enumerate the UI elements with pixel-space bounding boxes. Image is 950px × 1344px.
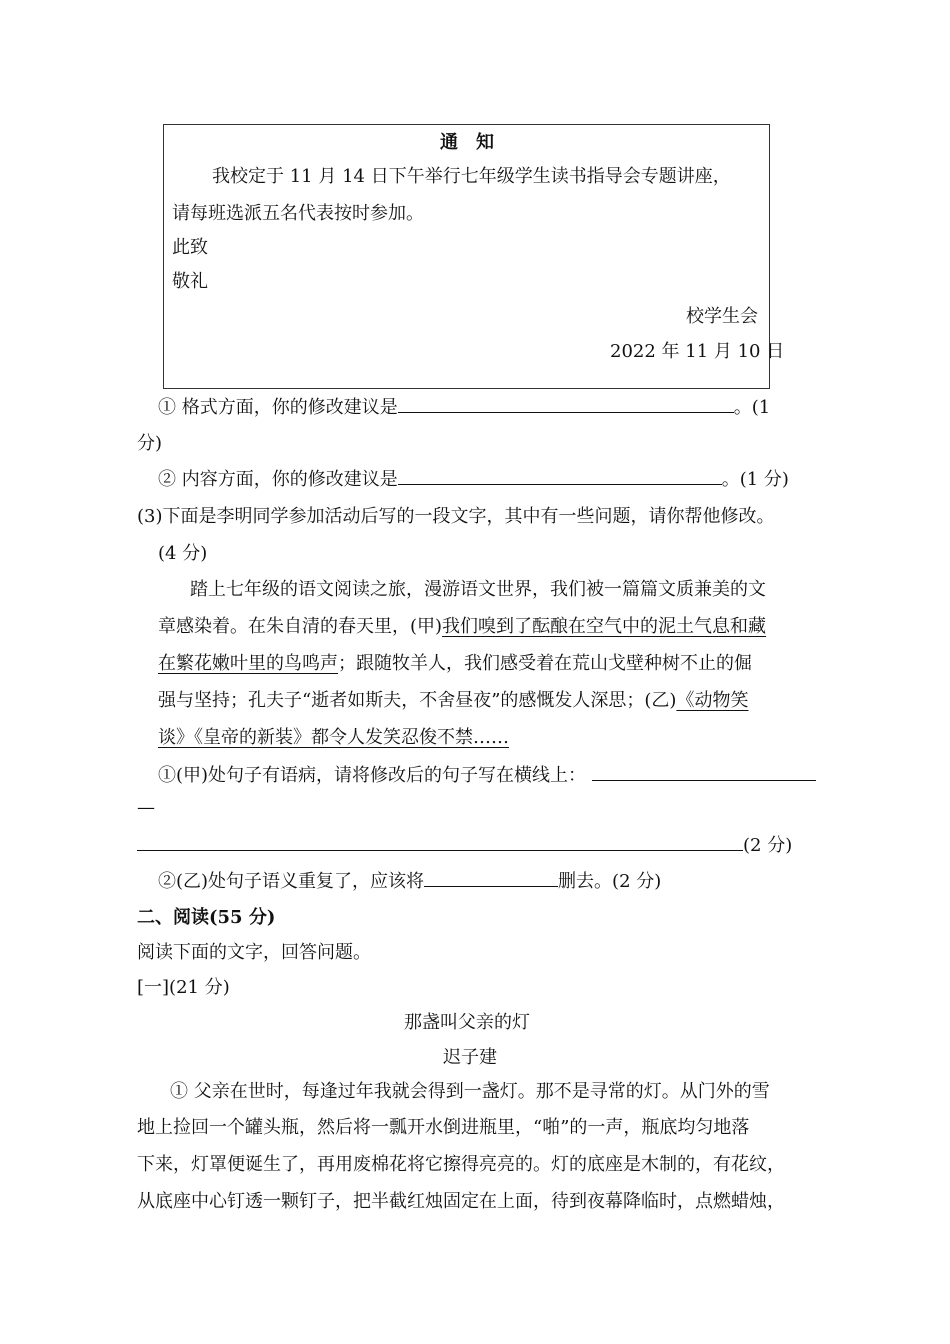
section2-instruction: 阅读下面的文字，回答问题。 xyxy=(137,942,371,963)
article-line3: 下来，灯罩便诞生了，再用废棉花将它擦得亮亮的。灯的底座是木制的，有花纹， xyxy=(137,1154,785,1175)
section2-heading: 二、阅读(55 分) xyxy=(137,907,276,928)
q3-paragraph-line1: 踏上七年级的语文阅读之旅，漫游语文世界，我们被一篇篇文质兼美的文 xyxy=(190,579,766,600)
notice-salutation1: 此致 xyxy=(172,237,208,258)
notice-signer: 校学生会 xyxy=(686,306,758,327)
q3-sub1-line2 xyxy=(137,831,792,857)
notice-title: 通 知 xyxy=(440,132,494,153)
q3-para-jia-underlined: 我们嗅到了酝酿在空气中的泥土气息和藏 xyxy=(442,616,767,637)
q3-para-jia-underlined-cont: 在繁花嫩叶里的鸟鸣声 xyxy=(158,653,338,674)
q3-sub2 xyxy=(158,867,661,893)
q3-para-line3-b: ；跟随牧羊人，我们感受着在荒山戈壁种树不止的倔 xyxy=(338,653,752,674)
q3-score: (4 分) xyxy=(158,543,208,564)
q3-paragraph-line5 xyxy=(158,723,509,749)
q3-paragraph-line3 xyxy=(158,649,752,675)
q3-sub2-prefix: ②(乙)处句子语义重复了，应该将 xyxy=(158,871,425,892)
q2-item1 xyxy=(158,393,770,419)
notice-body-line1: 我校定于 11 月 14 日下午举行七年级学生读书指导会专题讲座， xyxy=(212,166,731,187)
q3-sub2-answer-blank[interactable] xyxy=(424,868,558,887)
article-title: 那盏叫父亲的灯 xyxy=(404,1012,530,1033)
q2-item2 xyxy=(158,465,789,491)
q3-paragraph-line4 xyxy=(158,686,748,712)
q2-item2-answer-blank[interactable] xyxy=(398,466,722,485)
q3-sub2-suffix: 删去。(2 分) xyxy=(558,871,662,892)
q3-intro: (3)下面是李明同学参加活动后写的一段文字，其中有一些问题，请你帮他修改。 xyxy=(137,506,775,527)
q3-para-line4-a: 强与坚持；孔夫子“逝者如斯夫，不舍昼夜”的感慨发人深思；(乙) xyxy=(158,690,677,711)
article-author: 迟子建 xyxy=(443,1047,497,1068)
notice-date: 2022 年 11 月 10 日 xyxy=(610,341,785,362)
q2-item1-prefix: ① 格式方面，你的修改建议是 xyxy=(158,397,398,418)
article-line4: 从底座中心钉透一颗钉子，把半截红烛固定在上面，待到夜幕降临时，点燃蜡烛， xyxy=(137,1191,785,1212)
q3-sub1-answer-blank-2[interactable] xyxy=(137,832,743,851)
q2-item1-suffix: 。(1 xyxy=(733,397,771,418)
section2-part: [一](21 分) xyxy=(137,977,230,998)
q3-sub1 xyxy=(158,761,816,787)
q2-item2-prefix: ② 内容方面，你的修改建议是 xyxy=(158,469,398,490)
q3-para-line2-a: 章感染着。在朱自清的春天里，(甲) xyxy=(158,616,443,637)
notice-salutation2: 敬礼 xyxy=(172,271,208,292)
q2-item1-answer-blank[interactable] xyxy=(398,394,734,413)
q3-sub1-score: (2 分) xyxy=(743,835,793,856)
q3-sub1-wrap: — xyxy=(137,797,155,818)
q2-item1-wrap: 分) xyxy=(137,433,163,454)
notice-body-line2: 请每班选派五名代表按时参加。 xyxy=(172,203,424,224)
q3-sub1-prefix: ①(甲)处句子有语病，请将修改后的句子写在横线上： xyxy=(158,765,587,786)
q2-item2-suffix: 。(1 分) xyxy=(721,469,789,490)
article-line1: ① 父亲在世时，每逢过年我就会得到一盏灯。那不是寻常的灯。从门外的雪 xyxy=(170,1081,770,1102)
q3-para-yi-underlined-cont: 谈》《皇帝的新装》都令人发笑忍俊不禁…… xyxy=(158,727,509,748)
q3-sub1-answer-blank[interactable] xyxy=(592,762,816,781)
q3-para-yi-underlined: 《动物笑 xyxy=(676,690,749,711)
article-line2: 地上捡回一个罐头瓶，然后将一瓢开水倒进瓶里，“啪”的一声，瓶底均匀地落 xyxy=(137,1117,750,1138)
q3-paragraph-line2 xyxy=(158,612,766,638)
